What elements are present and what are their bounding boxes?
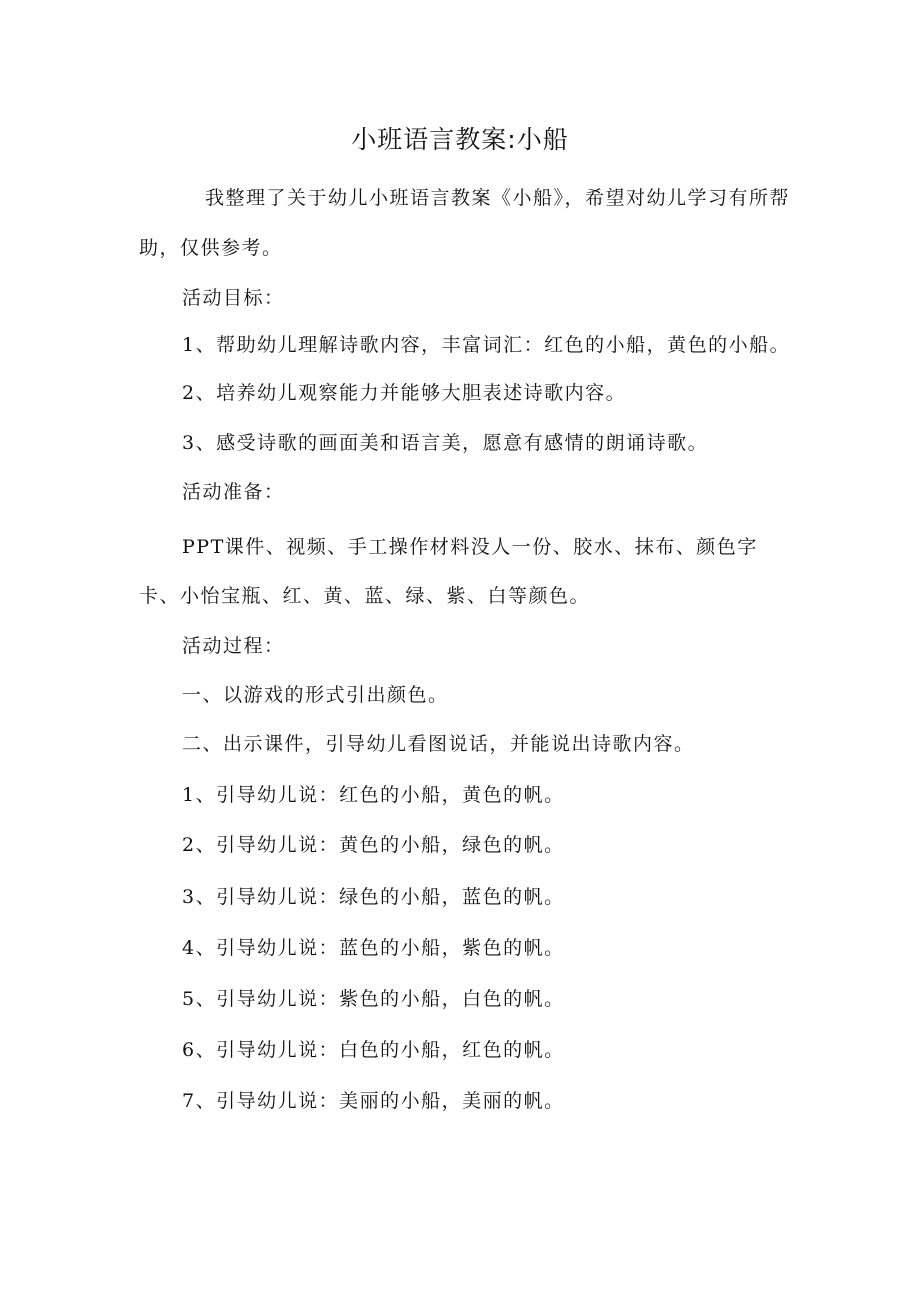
process-item: 5、引导幼儿说：紫色的小船，白色的帆。 [182,988,565,1010]
prep-line-1: PPT课件、视频、手工操作材料没人一份、胶水、抹布、颜色字 [182,536,758,558]
process-item: 3、引导幼儿说：绿色的小船，蓝色的帆。 [182,886,565,908]
process-heading: 活动过程： [182,635,285,657]
process-item: 二、出示课件，引导幼儿看图说话，并能说出诗歌内容。 [182,733,695,755]
prep-heading: 活动准备： [182,481,285,503]
process-item: 6、引导幼儿说：白色的小船，红色的帆。 [182,1039,565,1061]
process-item: 1、引导幼儿说：红色的小船，黄色的帆。 [182,784,565,806]
process-item: 4、引导幼儿说：蓝色的小船，紫色的帆。 [182,937,565,959]
goal-item: 1、帮助幼儿理解诗歌内容，丰富词汇：红色的小船，黄色的小船。 [182,334,791,356]
intro-line-1: 我整理了关于幼儿小班语言教案《小船》，希望对幼儿学习有所帮 [205,187,791,209]
goal-item: 3、感受诗歌的画面美和语言美，愿意有感情的朗诵诗歌。 [182,432,709,454]
intro-line-2: 助，仅供参考。 [139,237,283,259]
process-item: 7、引导幼儿说：美丽的小船，美丽的帆。 [182,1090,565,1112]
goal-item: 2、培养幼儿观察能力并能够大胆表述诗歌内容。 [182,382,627,404]
process-item: 一、以游戏的形式引出颜色。 [182,684,449,706]
document-title: 小班语言教案:小船 [351,125,569,154]
goals-heading: 活动目标： [182,287,285,309]
process-item: 2、引导幼儿说：黄色的小船，绿色的帆。 [182,834,565,856]
prep-line-2: 卡、小怡宝瓶、红、黄、蓝、绿、紫、白等颜色。 [139,585,591,607]
